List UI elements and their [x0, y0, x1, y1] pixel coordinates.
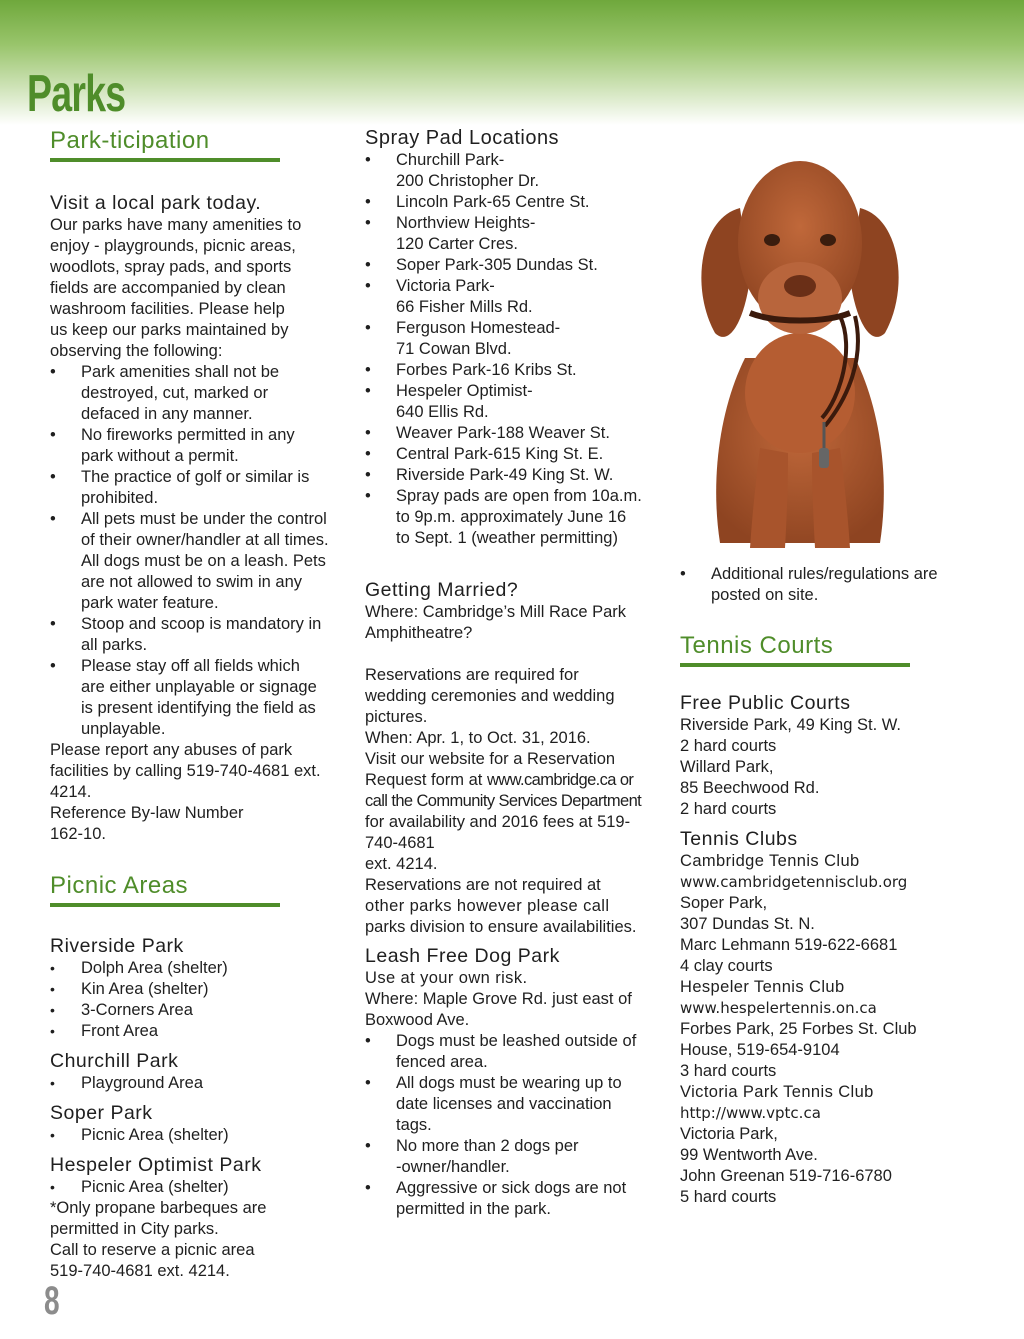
picnic-area-list: [50, 1073, 350, 1094]
list-item: • Forbes Park-16 Kribs St.: [365, 360, 665, 381]
leash-risk: Use at your own risk.: [365, 969, 528, 987]
picnic-area-list: [50, 1125, 350, 1146]
picnic-heading: Picnic Areas: [50, 872, 189, 899]
heading-rule: [680, 663, 910, 667]
list-item: • Kin Area (shelter): [50, 979, 350, 1000]
list-item: • No fireworks permitted in any park without a permit.: [50, 425, 350, 467]
list-item: • Ferguson Homestead- 71 Cowan Blvd.: [365, 318, 665, 360]
reservation-website-link[interactable]: www.cambridge.ca: [486, 771, 616, 789]
list-item: • Aggressive or sick dogs are not permitted in the park.: [365, 1178, 665, 1220]
picnic-park-name: Hespeler Optimist Park: [50, 1154, 262, 1176]
column-middle: Spray Pad Locations • Churchill Park- 200 Christopher Dr. • Lincoln Park-65 Centre St. • Northview Heights- 120 Carter Cres. • Soper Park-305 Dundas St. • Victoria Park- 66 Fisher Mills Rd. • Ferguson Homestead- 71 Cowan Blvd. • Forbes Park-16 Kribs St. • Hespeler Optimist- 640 Ellis Rd. • Weaver Park-188 Weaver St. • Central Park-615 King St. E. • Riverside Park-49 King St. W. • Spray pads are open from 10a.m. to 9p.m. approximately June 16 to Sept. 1 (weather permitting) Getting Married? Where: Cambridge’s Mill Race Park Amphitheatre? Reservations are required for wedding ceremonies and wedding pictures. When: Apr. 1, to Oct. 31, 2016. Visit our website for a Reservation Request form at www.cambridge.ca or call the Community Services Department for availability and 2016 fees at 519- 740-4681 ext. 4214. Reservations are not required at other parks however please call parks division to ensure availabilities. Leash Free Dog Park Use at your own risk. Where: Maple Grove Rd. just east of Boxwood Ave. • Dogs must be leashed outside of fenced area. • All dogs must be wearing up to date licenses and vaccination tags. • No more than 2 dogs per -owner/handler. • Aggressive or sick dogs are not permitted in the park.: [365, 126, 665, 1220]
list-item: • Riverside Park-49 King St. W.: [365, 465, 665, 486]
list-item: • Park amenities shall not be destroyed, cut, marked or defaced in any manner.: [50, 362, 350, 425]
column-left: [50, 126, 350, 1282]
parkticipation-footer: Please report any abuses of park facilities by calling 519-740-4681 ext. 4214. Reference By-law Number 162-10.: [50, 741, 321, 843]
tennis-heading: Tennis Courts: [680, 632, 834, 659]
page-title: Parks: [27, 65, 126, 123]
list-item: • Playground Area: [50, 1073, 350, 1094]
list-item: • Picnic Area (shelter): [50, 1177, 350, 1198]
list-item: • All dogs must be wearing up to date licenses and vaccination tags.: [365, 1073, 665, 1136]
list-item: • Central Park-615 King St. E.: [365, 444, 665, 465]
parkticipation-heading: Park-ticipation: [50, 127, 210, 154]
list-item: • 3-Corners Area: [50, 1000, 350, 1021]
tennis-clubs-heading: Tennis Clubs: [680, 828, 798, 850]
list-item: • All pets must be under the control of their owner/handler at all times. All dogs must be on a leash. Pets are not allowed to swim in any park water feature.: [50, 509, 350, 614]
list-item: • Churchill Park- 200 Christopher Dr.: [365, 150, 665, 192]
header-band: [0, 0, 1024, 125]
spray-pad-list: [365, 150, 665, 549]
picnic-area-list: [50, 1177, 350, 1198]
list-item: • Victoria Park- 66 Fisher Mills Rd.: [365, 276, 665, 318]
leash-heading: Leash Free Dog Park: [365, 945, 560, 967]
list-item: • Soper Park-305 Dundas St.: [365, 255, 665, 276]
tennis-club: Hespeler Tennis Club www.hespelertennis.on.ca Forbes Park, 25 Forbes St. Club House, 519-654-9104 3 hard courts: [680, 977, 980, 1082]
married-body: Where: Cambridge’s Mill Race Park Amphitheatre? Reservations are required for wedding ceremonies and wedding pictures. When: Apr. 1, to Oct. 31, 2016. Visit our website for a Reservation Request form at www.cambridge.ca or call the Community Services Department for availability and 2016 fees at 519- 740-4681 ext. 4214. Reservations are not required at other parks however please call parks division to ensure availabilities.: [365, 603, 642, 936]
free-courts-heading: Free Public Courts: [680, 692, 851, 714]
list-item: • Northview Heights- 120 Carter Cres.: [365, 213, 665, 255]
parkticipation-subtitle: Visit a local park today.: [50, 192, 262, 214]
list-item: • Front Area: [50, 1021, 350, 1042]
picnic-area-list: [50, 958, 350, 1042]
picnic-park-name: Churchill Park: [50, 1050, 179, 1072]
club-website-link[interactable]: www.cambridgetennisclub.org: [680, 873, 908, 891]
heading-rule: [50, 903, 280, 907]
heading-rule: [50, 158, 280, 162]
park-rules-list: [50, 362, 350, 740]
list-item: • Additional rules/regulations are posted on site.: [680, 564, 980, 606]
list-item: • Weaver Park-188 Weaver St.: [365, 423, 665, 444]
list-item: • Please stay off all fields which are either unplayable or signage is present identifying the field as unplayable.: [50, 656, 350, 740]
list-item: • Picnic Area (shelter): [50, 1125, 350, 1146]
list-item: • No more than 2 dogs per -owner/handler.: [365, 1136, 665, 1178]
list-item: • Dolph Area (shelter): [50, 958, 350, 979]
dog-with-leash-icon: [690, 148, 910, 553]
picnic-notes: *Only propane barbeques are permitted in City parks. Call to reserve a picnic area 519-740-4681 ext. 4214.: [50, 1199, 267, 1280]
list-item: • The practice of golf or similar is prohibited.: [50, 467, 350, 509]
club-website-link[interactable]: http://www.vptc.ca: [680, 1104, 821, 1122]
list-item: • Dogs must be leashed outside of fenced area.: [365, 1031, 665, 1073]
picnic-park-name: Soper Park: [50, 1102, 153, 1124]
list-item: • Stoop and scoop is mandatory in all parks.: [50, 614, 350, 656]
tennis-club: Cambridge Tennis Club www.cambridgetennisclub.org Soper Park, 307 Dundas St. N. Marc Lehmann 519-622-6681 4 clay courts: [680, 851, 980, 977]
column-right: • Additional rules/regulations are posted on site. Tennis Courts Free Public Courts Riverside Park, 49 King St. W. 2 hard courts Willard Park, 85 Beechwood Rd. 2 hard courts Tennis Clubs Cambridge Tennis Club www.cambridgetennisclub.org Soper Park, 307 Dundas St. N. Marc Lehmann 519-622-6681 4 clay courts Hespeler Tennis Club www.hespelertennis.on.ca Forbes Park, 25 Forbes St. Club House, 519-654-9104 3 hard courts Victoria Park Tennis Club http://www.vptc.ca Victoria Park, 99 Wentworth Ave. John Greenan 519-716-6780 5 hard courts: [680, 564, 980, 1208]
picnic-park-name: Riverside Park: [50, 935, 184, 957]
parkticipation-intro: Our parks have many amenities to enjoy - playgrounds, picnic areas, woodlots, spray pads, and sports fields are accompanied by clean washroom facilities. Please help us keep our parks maintained by observing the following:: [50, 216, 302, 360]
page-number: 8: [44, 1279, 60, 1323]
spray-heading: Spray Pad Locations: [365, 127, 560, 149]
list-item: • Lincoln Park-65 Centre St.: [365, 192, 665, 213]
leash-rules-list: [365, 1031, 665, 1220]
list-item: • Spray pads are open from 10a.m. to 9p.m. approximately June 16 to Sept. 1 (weather permitting): [365, 486, 665, 549]
tennis-club: Victoria Park Tennis Club http://www.vptc.ca Victoria Park, 99 Wentworth Ave. John Greenan 519-716-6780 5 hard courts: [680, 1082, 980, 1208]
club-website-link[interactable]: www.hespelertennis.on.ca: [680, 999, 877, 1017]
list-item: • Hespeler Optimist- 640 Ellis Rd.: [365, 381, 665, 423]
additional-list: [680, 564, 980, 606]
married-heading: Getting Married?: [365, 579, 519, 601]
